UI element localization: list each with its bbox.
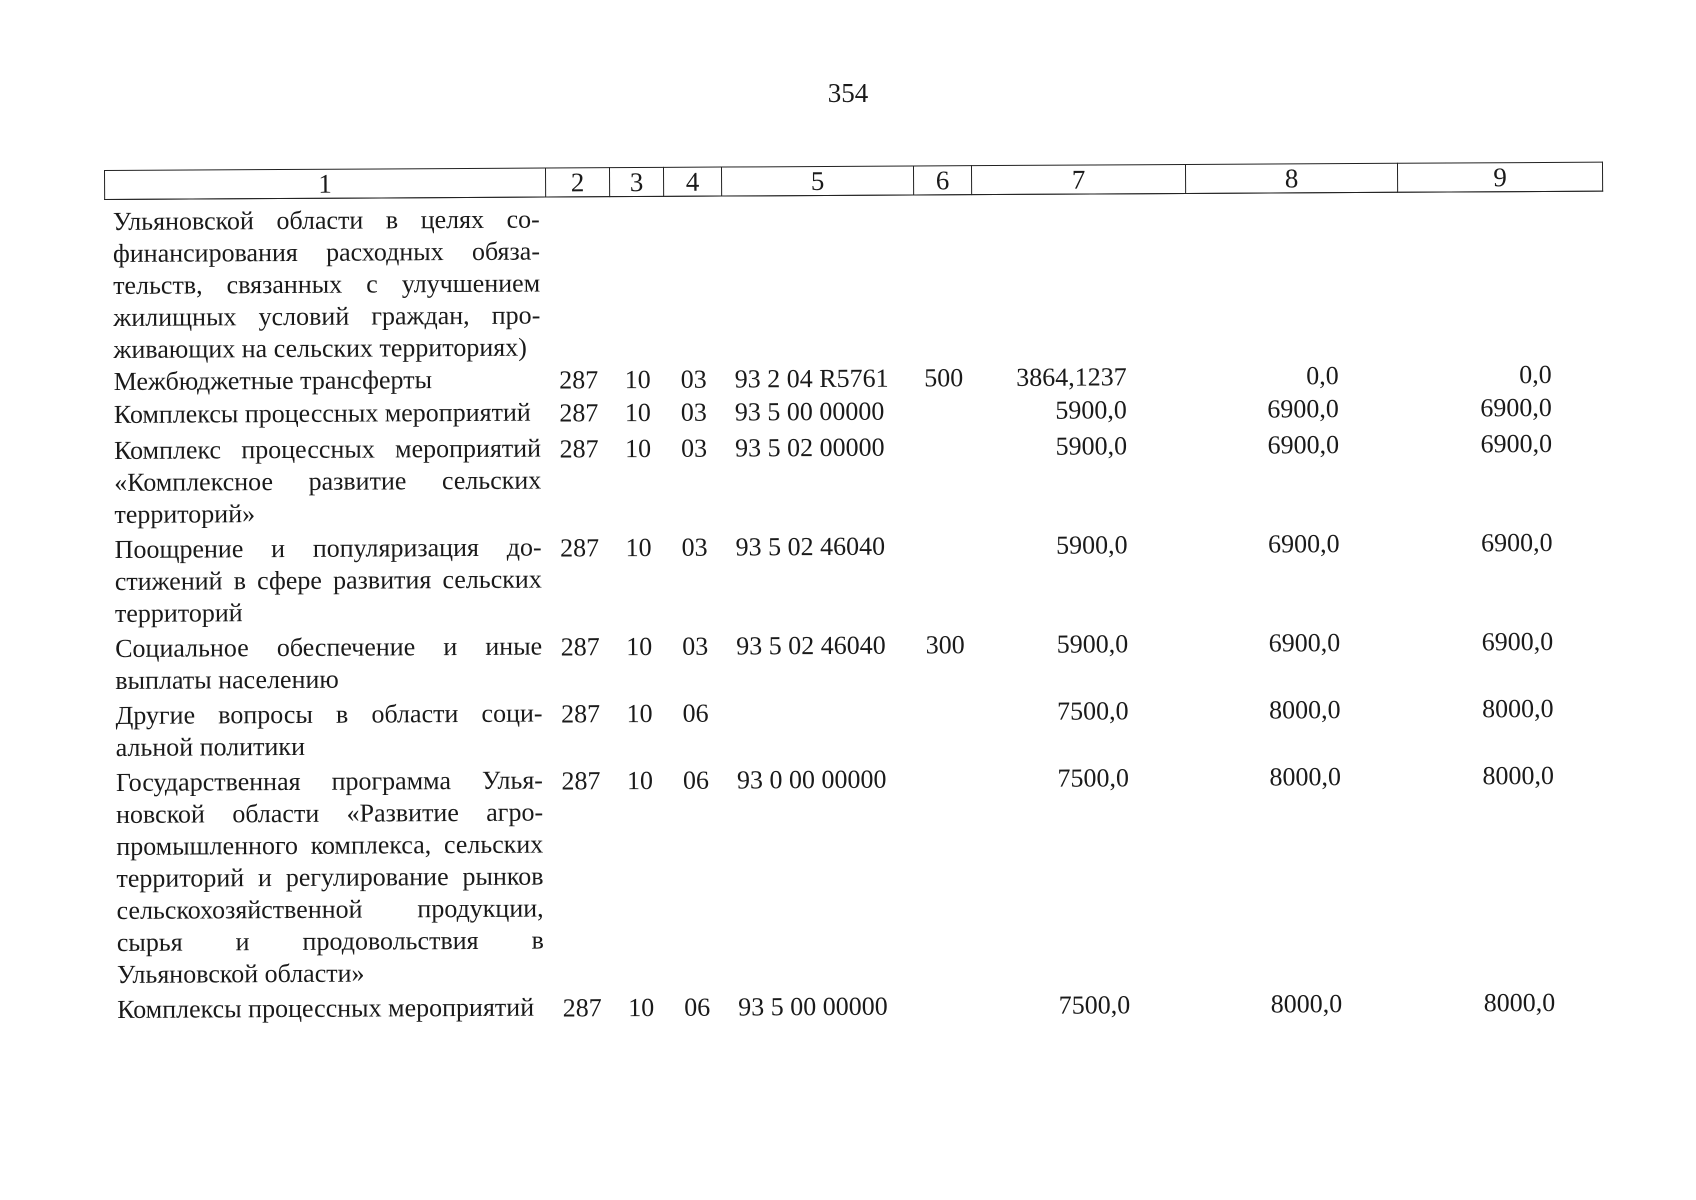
cell-col2: 287 xyxy=(559,434,599,464)
cell-col9 xyxy=(1398,191,1604,359)
cell-col8: 8000,0 xyxy=(1268,695,1341,725)
cell-col2: 287 xyxy=(561,766,601,796)
column-header-3: 3 xyxy=(609,167,663,196)
cell-col3: 10 xyxy=(624,397,651,428)
cell-col8: 0,0 xyxy=(1306,361,1339,391)
cell-col8: 8000,0 xyxy=(1269,762,1341,792)
row-name: Комплексы процессных мероприятий xyxy=(117,992,535,1024)
cell-col7: 7500,0 xyxy=(1058,990,1131,1020)
cell-col4: 06 xyxy=(682,765,709,795)
cell-col3: 10 xyxy=(626,631,653,662)
budget-table xyxy=(104,162,1608,1027)
cell-col4: 03 xyxy=(680,364,707,394)
cell-col9: 6900,0 xyxy=(1480,428,1553,459)
cell-col6 xyxy=(918,986,976,1022)
cell-col3 xyxy=(610,196,665,363)
cell-col2: 287 xyxy=(559,398,599,428)
cell-col7: 5900,0 xyxy=(1055,395,1127,425)
cell-col5: 93 5 00 00000 xyxy=(738,991,888,1022)
cell-col8: 8000,0 xyxy=(1270,989,1343,1019)
row-name: Социальное обеспечение и иные выплаты населению xyxy=(115,631,543,695)
cell-col9: 8000,0 xyxy=(1482,760,1554,791)
cell-col6 xyxy=(917,759,976,986)
cell-col6 xyxy=(916,692,974,759)
cell-col3: 10 xyxy=(628,992,655,1023)
cell-col7 xyxy=(972,193,1187,361)
row-name: Межбюджетные трансферты xyxy=(113,365,433,396)
page-number: 354 xyxy=(827,78,869,108)
cell-col4: 06 xyxy=(684,992,711,1022)
cell-col5 xyxy=(722,195,915,363)
cell-col6: 300 xyxy=(925,630,965,660)
cell-col9: 0,0 xyxy=(1519,359,1552,390)
cell-col6 xyxy=(916,526,975,625)
cell-col4 xyxy=(664,196,723,363)
cell-col5: 93 5 00 00000 xyxy=(734,396,885,427)
cell-col8: 6900,0 xyxy=(1267,430,1340,460)
cell-col5: 93 0 00 00000 xyxy=(736,764,887,795)
table-row xyxy=(108,756,1607,991)
table-row xyxy=(107,523,1606,630)
cell-col3: 10 xyxy=(625,532,652,563)
cell-col2: 287 xyxy=(560,533,600,563)
cell-col4: 03 xyxy=(680,397,707,427)
column-header-7: 7 xyxy=(971,164,1185,194)
table-row xyxy=(107,622,1605,697)
budget-table-sheet xyxy=(104,162,1607,1027)
cell-col7: 5900,0 xyxy=(1056,530,1128,560)
cell-col7: 5900,0 xyxy=(1055,431,1128,461)
column-header-1: 1 xyxy=(105,168,546,199)
cell-col3: 10 xyxy=(624,364,651,395)
column-header-4: 4 xyxy=(663,167,721,196)
cell-col8: 6900,0 xyxy=(1268,628,1341,658)
row-name: Поощрение и популяризация достижений в сфере развития сельских территорий xyxy=(114,532,542,628)
cell-col9: 6900,0 xyxy=(1481,626,1554,657)
cell-col7: 5900,0 xyxy=(1056,629,1129,659)
cell-col9: 8000,0 xyxy=(1483,987,1556,1018)
cell-col4: 03 xyxy=(681,532,708,562)
cell-col7: 7500,0 xyxy=(1057,763,1129,793)
cell-col5: 93 5 02 46040 xyxy=(736,630,886,661)
cell-col5: 93 5 02 46040 xyxy=(735,531,886,562)
cell-col3: 10 xyxy=(626,698,653,729)
cell-col6: 500 xyxy=(924,363,964,393)
cell-col4: 03 xyxy=(682,631,709,661)
cell-col2 xyxy=(546,197,611,364)
column-header-6: 6 xyxy=(913,166,971,195)
row-name: Комплекс процессных мероприятий «Комплексное развитие сельских территорий» xyxy=(113,433,542,529)
cell-col9: 6900,0 xyxy=(1480,392,1552,423)
cell-col8: 6900,0 xyxy=(1268,529,1340,559)
column-header-9: 9 xyxy=(1397,162,1602,192)
table-row xyxy=(106,424,1605,531)
column-header-5: 5 xyxy=(721,166,913,196)
column-header-8: 8 xyxy=(1185,163,1397,193)
row-name: Другие вопросы в области социальной политики xyxy=(115,698,543,762)
table-row xyxy=(107,689,1605,764)
cell-col8: 6900,0 xyxy=(1267,394,1339,424)
cell-col5 xyxy=(724,692,916,760)
cell-col7: 7500,0 xyxy=(1056,696,1129,726)
cell-col9: 8000,0 xyxy=(1481,693,1554,724)
row-name: Ульяновской области в целях софинансирования расходных обязательств, связанных с улучшением жилищных условий граждан, проживающих на сельских территориях) xyxy=(112,204,541,364)
cell-col3: 10 xyxy=(626,765,653,796)
cell-col6 xyxy=(915,427,974,526)
cell-col3: 10 xyxy=(624,433,652,464)
column-header-2: 2 xyxy=(545,168,609,197)
cell-col5: 93 5 02 00000 xyxy=(734,432,885,463)
cell-col4: 06 xyxy=(682,698,709,728)
cell-col9: 6900,0 xyxy=(1481,527,1553,558)
cell-col5: 93 2 04 R5761 xyxy=(734,363,889,394)
cell-col8 xyxy=(1186,192,1399,360)
cell-col4: 03 xyxy=(680,433,708,463)
cell-col7: 3864,1237 xyxy=(1016,362,1127,392)
row-name: Государственная программа Ульяновской области «Развитие агропромышленного комплекса, сельских территорий и регулирование рынков сельскохозяйственной продукции, сырья и продовольствия в Ульяновской области» xyxy=(115,765,544,989)
cell-col2: 287 xyxy=(560,699,601,729)
cell-col2: 287 xyxy=(562,993,602,1023)
cell-col2: 287 xyxy=(560,632,600,662)
table-row xyxy=(105,191,1604,366)
table-body xyxy=(105,191,1608,1027)
cell-col6 xyxy=(914,195,973,362)
cell-col2: 287 xyxy=(559,365,599,395)
cell-col6 xyxy=(915,394,973,427)
row-name: Комплексы процессных мероприятий xyxy=(113,397,531,429)
